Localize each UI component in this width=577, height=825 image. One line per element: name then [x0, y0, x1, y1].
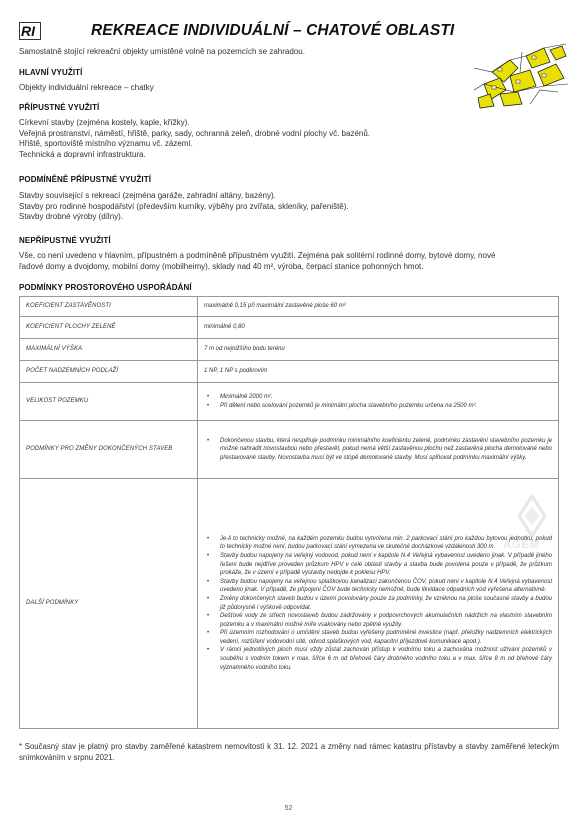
intro-text: Samostatně stojící rekreační objekty umístěné volně na pozemcích se zahradou.	[19, 47, 305, 56]
table-row	[20, 421, 559, 479]
conditions-table	[19, 296, 559, 729]
text-line: Stavby pro rodinné hospodářství (především kurníky, výběhy pro zvířata, skleníky, pařeniště).	[19, 201, 349, 211]
page-number: 52	[284, 805, 293, 812]
heading-nepripustne-vyuziti: NEPŘÍPUSTNÉ VYUŽITÍ	[19, 236, 111, 245]
table-key-cell: DALŠÍ PODMÍNKY	[20, 479, 198, 729]
nepripustne-vyuziti-text	[19, 251, 495, 272]
text-line: Církevní stavby (zejména kostely, kaple, křížky).	[19, 118, 190, 127]
podminene-vyuziti-text	[19, 191, 349, 223]
list-item: • Změny dokončených staveb budou v území povolovány pouze za podmínky, že vzniknou na ploše současné stavby a budou již půdorysně i výškově odpovídat.	[204, 595, 552, 612]
list-item: • Dešťové vody ze střech novostaveb budou zadržovány v podpovrchových akumulačních nádržích na vlastním stavebním pozemku a v maximální možné míře vsakovány nebo zpětně využity.	[204, 612, 552, 629]
list-item: • Při územním rozhodování o umístění staveb budou vyřešeny podmíněné investice (např. přeložky nadzemních elektrických vedení, rozšíření vodovodní sítě, odvod splaškových vod, kapacitní příjezdové komunikace apod.).	[204, 629, 552, 646]
watermark	[497, 492, 567, 562]
list-item: • Minimálně 2000 m².	[204, 393, 552, 402]
page-title: REKREACE INDIVIDUÁLNÍ – CHATOVÉ OBLASTI	[91, 22, 455, 39]
text-line: Veřejná prostranství, náměstí, hřiště, parky, sady, ochranná zeleň, drobné vodní plochy vč. bazénů.	[19, 128, 371, 138]
table-row	[20, 317, 559, 339]
zone-code-badge: RI	[19, 22, 41, 40]
table-row	[20, 479, 559, 729]
watermark-text: AGEM	[503, 539, 540, 551]
table-value-cell: 7 m od nejnižšího bodu terénu	[198, 339, 559, 361]
pripustne-vyuziti-text	[19, 118, 370, 160]
text-line: Stavby drobné výroby (dílny).	[19, 212, 124, 221]
table-value-cell: minimálně 0,80	[198, 317, 559, 339]
page-header	[19, 22, 464, 42]
list-item: • V rámci jednotlivých ploch musí vždy zůstat zachován přístup k vodnímu toku a zachována možnost užívání pozemků v souběhu s vodním tokem v max. šířce 6 m od břehové čáry drobného vodního toku a v max. šířce 8 m od břehové čáry významného vodního toku.	[204, 646, 552, 672]
table-row	[20, 361, 559, 383]
table-key-cell: KOEFICIENT PLOCHY ZELENĚ	[20, 317, 198, 339]
heading-hlavni-vyuziti: HLAVNÍ VYUŽITÍ	[19, 68, 83, 77]
text-line: Hřiště, sportoviště místního významu vč. zázemí.	[19, 139, 193, 148]
text-line: řadové domy a dvojdomy, mobilní domy (mobilheimy), sklady nad 40 m², výroba, čerpací stanice pohonných hmot.	[19, 261, 424, 271]
footnote: * Současný stav je platný pro stavby zaměřené katastrem nemovitostí k 31. 12. 2021 a změny nad rámec katastru přístavby a stavby zaměřené leteckým snímkováním v srpnu 2021.	[19, 742, 559, 762]
table-value-cell	[198, 383, 559, 421]
text-line: Stavby související s rekreací (zejména garáže, zahradní altány, bazény).	[19, 191, 276, 200]
table-value-cell: maximálně 0,15 při maximální zastavěné ploše 60 m²	[198, 297, 559, 317]
list-item: • Při dělení nebo scelování pozemků je minimální plocha stavebního pozemku určena na 2500 m².	[204, 402, 552, 411]
table-value-cell	[198, 421, 559, 479]
heading-pripustne-vyuziti: PŘÍPUSTNÉ VYUŽITÍ	[19, 103, 100, 112]
list-item: • Dokončenou stavbu, která nesplňuje podmínku minimálního koeficientu zeleně, podmínku zastavění stavebního pozemku je možné nahradit novostavbou nebo přestavět, pokud nemá větší zastavěnou plochu než zastavěná plocha demolované nebo přestavované stavby. Novostavba musí být ve stopě demolované stavby. Musí splňovat podmínku maximální výšky.	[204, 437, 552, 463]
table-key-cell: VELIKOST POZEMKU	[20, 383, 198, 421]
heading-podminky-usporadani: PODMÍNKY PROSTOROVÉHO USPOŘÁDÁNÍ	[19, 283, 192, 292]
table-key-cell: KOEFICIENT ZASTAVĚNOSTI	[20, 297, 198, 317]
text-line: Objekty individuální rekreace – chatky	[19, 83, 154, 92]
list-item: • Je-li to technicky možné, na každém pozemku budou vytvořena min. 2 parkovací stání pro každou bytovou jednotku, pokud to technicky možné není, budou parkovací stání vymezena ve skutečné docházkové vzdálenosti 300 m.	[204, 535, 552, 552]
table-key-cell: POČET NADZEMNÍCH PODLAŽÍ	[20, 361, 198, 383]
table-key-cell: MAXIMÁLNÍ VÝŠKA	[20, 339, 198, 361]
table-row	[20, 383, 559, 421]
list-item: • Stavby budou napojeny na veřejný vodovod, pokud není v kapitole N.4 Veřejná vybavenost uvedeno jinak. V případě jiného řešení bude nejdříve proveden průzkum HPV v celé oblasti stavby a stavba bude povolena pouze v případě, že průzkum prokáže, že v území v případě výstavby nedojde k poklesu HPV.	[204, 552, 552, 578]
text-line: Vše, co není uvedeno v hlavním, přípustném a podmíněně přípustném využití. Zejména pak solitérní rodinné domy, bytové domy, nové	[19, 251, 496, 260]
list-item: • Stavby budou napojeny na veřejnou splaškovou kanalizaci zakončenou ČOV, pokud není v kapitole N.4 Veřejná vybavenost uvedeno jinak. V případě, že připojení ČOV bude technicky nemožné, bude likvidace odpadních vod vyřešena alternativně.	[204, 578, 552, 595]
zone-map-thumbnail-icon	[470, 42, 570, 110]
table-row	[20, 339, 559, 361]
table-row	[20, 297, 559, 317]
hlavni-vyuziti-text	[19, 83, 154, 94]
text-line: Technická a dopravní infrastruktura.	[19, 149, 146, 159]
heading-podminene-vyuziti: PODMÍNĚNĚ PŘÍPUSTNÉ VYUŽITÍ	[19, 175, 152, 184]
watermark-logo-icon	[497, 492, 567, 540]
table-key-cell: PODMÍNKY PRO ZMĚNY DOKONČENÝCH STAVEB	[20, 421, 198, 479]
table-value-cell: 1 NP, 1 NP s podkrovím	[198, 361, 559, 383]
